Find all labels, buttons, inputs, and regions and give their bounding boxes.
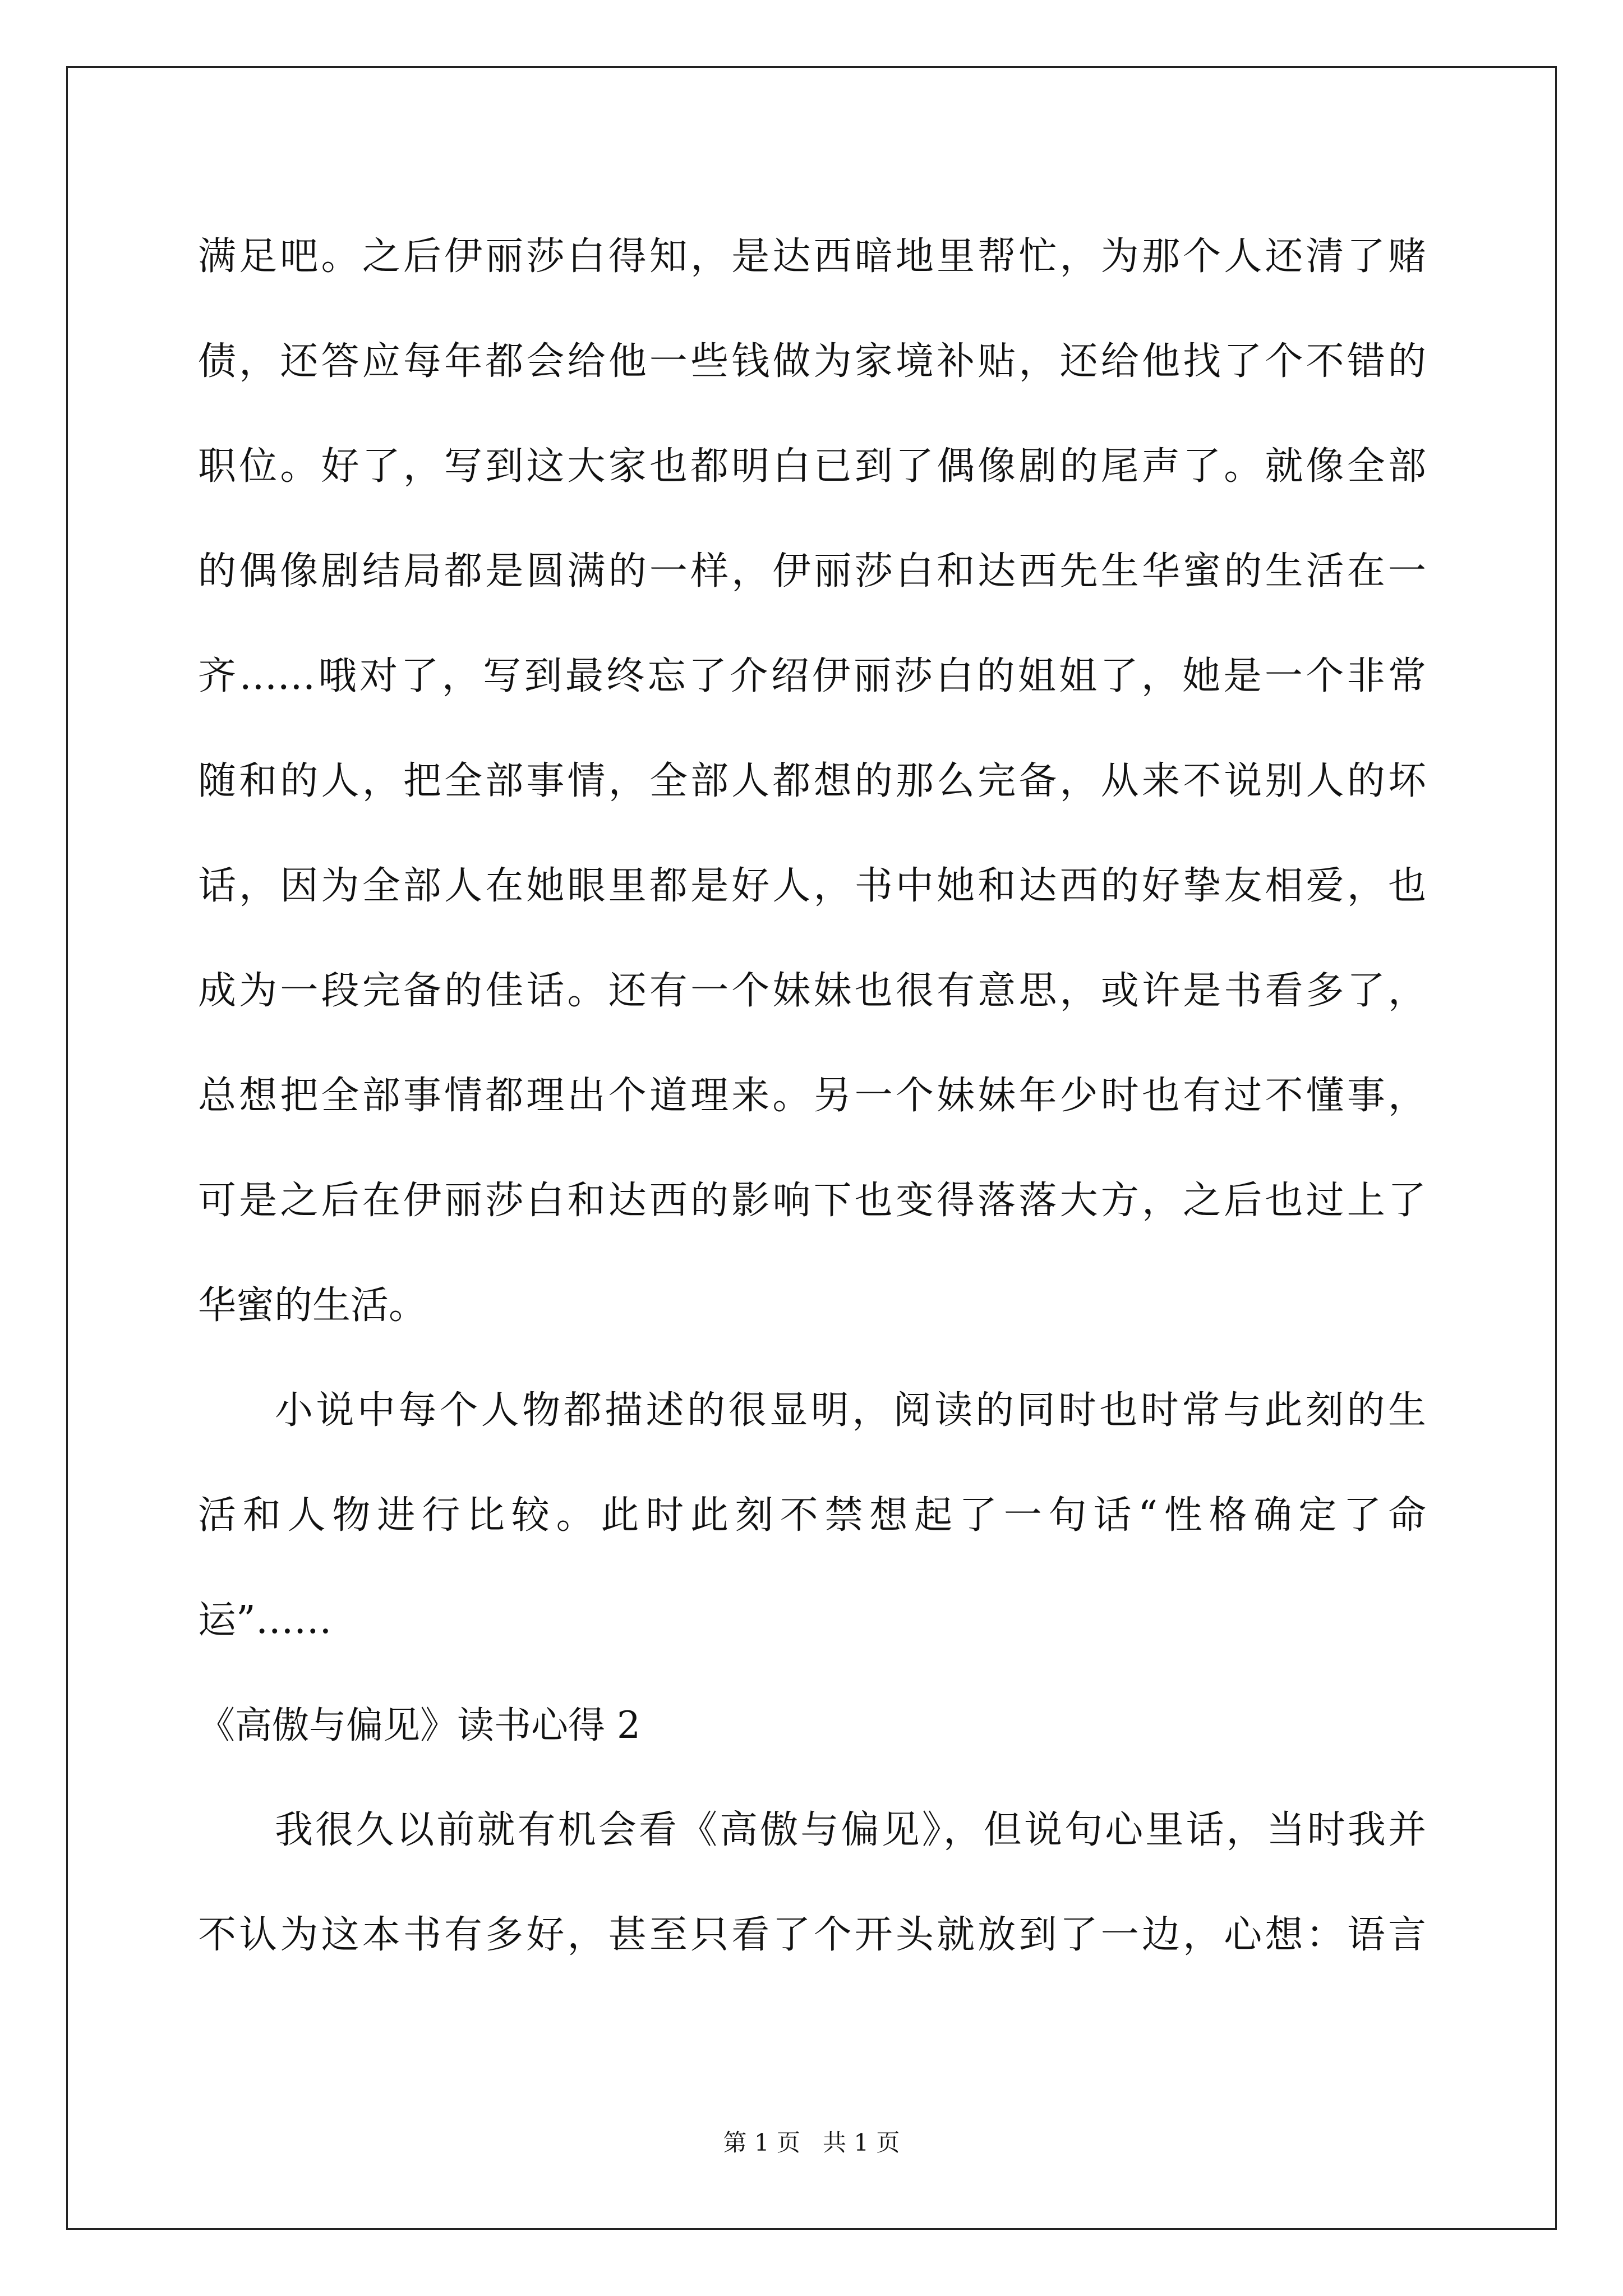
paragraph-line: 不认为这本书有多好，甚至只看了个开头就放到了一边，心想：语言 [198,1913,1426,1957]
paragraph-line: 成为一段完备的佳话。还有一个妹妹也很有意思，或许是书看多了， [198,969,1426,1013]
paragraph-line: 话，因为全部人在她眼里都是好人，书中她和达西的好挚友相爱，也 [198,864,1426,908]
section-heading: 《高傲与偏见》读书心得 2 [198,1704,640,1747]
paragraph-line: 运”…… [198,1598,332,1642]
page-footer: 第 1 页 共 1 页 [723,2129,900,2156]
paragraph-line: 我很久以前就有机会看《高傲与偏见》，但说句心里话，当时我并 [275,1808,1426,1852]
paragraph-line: 随和的人，把全部事情，全部人都想的那么完备，从来不说别人的坏 [198,759,1426,803]
paragraph-line: 活和人物进行比较。此时此刻不禁想起了一句话“性格确定了命 [198,1493,1426,1538]
paragraph-line: 总想把全部事情都理出个道理来。另一个妹妹年少时也有过不懂事， [198,1074,1426,1118]
paragraph-line: 齐……哦对了，写到最终忘了介绍伊丽莎白的姐姐了，她是一个非常 [198,654,1426,698]
paragraph-line: 满足吧。之后伊丽莎白得知，是达西暗地里帮忙，为那个人还清了赌 [198,234,1426,279]
paragraph-line: 债，还答应每年都会给他一些钱做为家境补贴，还给他找了个不错的 [198,339,1426,384]
paragraph-line: 华蜜的生活。 [198,1283,427,1328]
paragraph-line: 的偶像剧结局都是圆满的一样，伊丽莎白和达西先生华蜜的生活在一 [198,549,1426,593]
paragraph-line: 可是之后在伊丽莎白和达西的影响下也变得落落大方，之后也过上了 [198,1179,1426,1223]
page-border [66,66,1557,2230]
paragraph-line: 小说中每个人物都描述的很显明，阅读的同时也时常与此刻的生 [275,1388,1426,1433]
paragraph-line: 职位。好了，写到这大家也都明白已到了偶像剧的尾声了。就像全部 [198,444,1426,489]
